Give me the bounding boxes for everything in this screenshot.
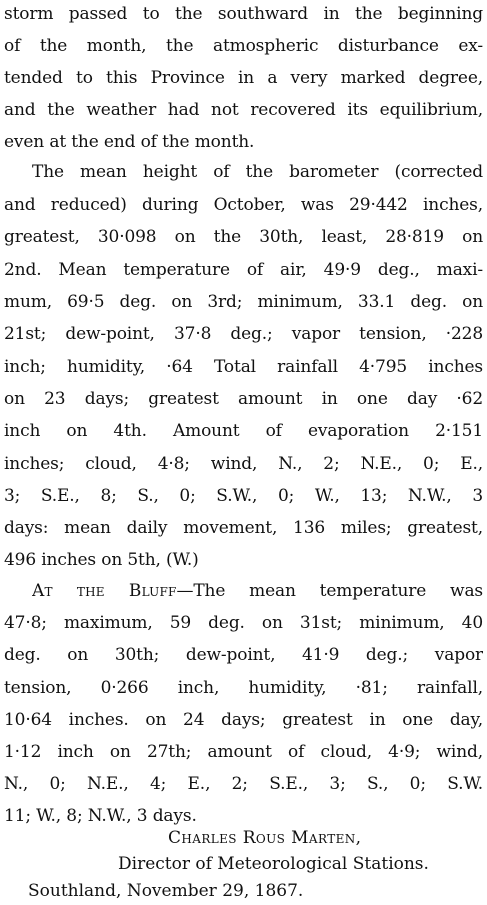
text-line: 496 inches on 5th, (W.) xyxy=(4,550,199,570)
text-line: deg. on 30th; dew-point, 41·9 deg.; vapor xyxy=(4,645,483,665)
signature-name: Charles Rous Marten, xyxy=(168,828,362,848)
text-line: 2nd. Mean temperature of air, 49·9 deg., maxi- xyxy=(4,260,483,280)
text-line: The mean height of the barometer (corrected xyxy=(32,162,483,182)
signature-place-date: Southland, November 29, 1867. xyxy=(28,881,304,901)
text-line: on 23 days; greatest amount in one day ·62 xyxy=(4,389,483,409)
text-line: tension, 0·266 inch, humidity, ·81; rainfall, xyxy=(4,678,483,698)
text-line: and reduced) during October, was 29·442 inches, xyxy=(4,195,483,215)
text-line: greatest, 30·098 on the 30th, least, 28·819 on xyxy=(4,227,483,247)
text-line: 21st; dew-point, 37·8 deg.; vapor tension, ·228 xyxy=(4,324,483,344)
signature-title: Director of Meteorological Stations. xyxy=(118,854,429,874)
text-line: tended to this Province in a very marked degree, xyxy=(4,68,483,88)
text-line: of the month, the atmospheric disturbance ex- xyxy=(4,36,483,56)
text-line: and the weather had not recovered its equilibrium, xyxy=(4,100,483,120)
text-line: storm passed to the southward in the beginning xyxy=(4,4,483,24)
text-line: inch; humidity, ·64 Total rainfall 4·795 inches xyxy=(4,357,483,377)
section-heading: At the Bluff xyxy=(32,581,177,601)
text-line: 3; S.E., 8; S., 0; S.W., 0; W., 13; N.W., 3 xyxy=(4,486,483,506)
text-line: even at the end of the month. xyxy=(4,132,255,152)
text-line: days: mean daily movement, 136 miles; greatest, xyxy=(4,518,483,538)
text-line: 47·8; maximum, 59 deg. on 31st; minimum, 40 xyxy=(4,613,483,633)
text-span: —The mean temperature was xyxy=(176,581,483,601)
text-line-first xyxy=(32,579,483,603)
text-line: 1·12 inch on 27th; amount of cloud, 4·9; wind, xyxy=(4,742,483,762)
text-line: 10·64 inches. on 24 days; greatest in one day, xyxy=(4,710,483,730)
text-line: mum, 69·5 deg. on 3rd; minimum, 33.1 deg. on xyxy=(4,292,483,312)
text-line: inches; cloud, 4·8; wind, N., 2; N.E., 0; E., xyxy=(4,454,483,474)
text-line: inch on 4th. Amount of evaporation 2·151 xyxy=(4,421,483,441)
text-line: 11; W., 8; N.W., 3 days. xyxy=(4,806,197,826)
text-line: N., 0; N.E., 4; E., 2; S.E., 3; S., 0; S.W. xyxy=(4,774,483,794)
